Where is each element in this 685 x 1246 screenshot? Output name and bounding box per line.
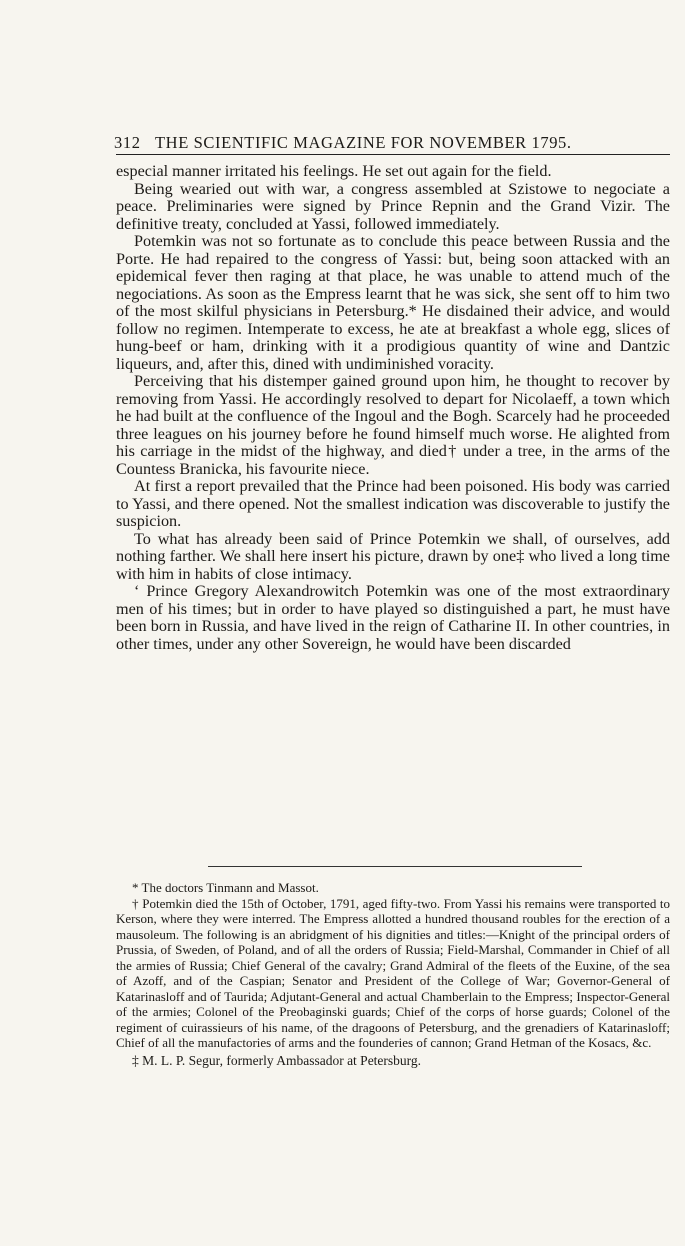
page-number: 312 [114, 133, 141, 152]
running-title: THE SCIENTIFIC MAGAZINE FOR NOVEMBER 1795. [155, 133, 572, 152]
footnote: ‡ M. L. P. Segur, formerly Ambassador at Petersburg. [132, 1052, 422, 1068]
footnote: † Potemkin died the 15th of October, 1791, aged fifty-two. From Yassi his remains were transported to Kerson, where they were interred. The Empress allotted a hundred thousand roubles for the erection of a mausoleum. The following is an abridgment of his dignities and titles:—Knight of the principal orders of Prussia, of Sweden, of Poland, and of all the orders of Russia; Field-Marshal, Commander in Chief of all the armies of Russia; Chief General of the cavalry; Grand Admiral of the fleets of the Euxine, of the sea of Azoff, and of the Caspian; Senator and President of the College of War; Governor-General of Katarinasloff and of Taurida; Adjutant-General and actual Chamberlain to the Empress; Inspector-General of the armies; Colonel of the Preobaginski guards; Chief of the corps of horse guards; Colonel of the regiment of cuirassieurs of his name, of the dragoons of Petersburg, and the grenadiers of Katarinasloff; Chief of all the manufactories of arms and the founderies of cannon; Grand Hetman of the Kosacs, &c. [116, 895, 670, 1050]
paragraph: Being wearied out with war, a congress assembled at Szistowe to negociate a peace. Preliminaries were signed by Prince Repnin and the Grand Vizir. The definitive treaty, concluded at Yassi, followed immediately. [116, 179, 670, 233]
footnote-rule [208, 866, 582, 867]
paragraph: Potemkin was not so fortunate as to conclude this peace between Russia and the Porte. He had repaired to the congress of Yassi: but, being soon attacked with an epidemical fever then raging at that place, he was unable to attend much of the negociations. As soon as the Empress learnt that he was sick, she sent off to him two of the most skilful physicians in Petersburg.* He disdained their advice, and would follow no regimen. Intemperate to excess, he ate at breakfast a whole egg, slices of hung-beef or ham, drinking with it a prodigious quantity of wine and Dantzic liqueurs, and, after this, dined with undiminished voracity. [116, 232, 670, 373]
paragraph: At first a report prevailed that the Prince had been poisoned. His body was carried to Yassi, and there opened. Not the smallest indication was discoverable to justify the suspicion. [116, 477, 670, 530]
running-head [114, 133, 670, 153]
paragraph: To what has already been said of Prince Potemkin we shall, of ourselves, add nothing farther. We shall here insert his picture, drawn by one‡ who lived a long time with him in habits of close intimacy. [116, 529, 670, 583]
header-rule [116, 154, 670, 155]
main-text [116, 163, 670, 653]
paragraph: especial manner irritated his feelings. He set out again for the field. [116, 162, 552, 180]
paragraph: ‘ Prince Gregory Alexandrowitch Potemkin was one of the most extraordinary men of his times; but in order to have played so distinguished a part, he must have been born in Russia, and have lived in the reign of Catharine II. In other countries, in other times, under any other Sovereign, he would have been discarded [116, 582, 670, 653]
footnote: * The doctors Tinmann and Massot. [132, 880, 319, 895]
footnotes [116, 880, 670, 1068]
paragraph: Perceiving that his distemper gained ground upon him, he thought to recover by removing from Yassi. He accordingly resolved to depart for Nicolaeff, a town which he had built at the confluence of the Ingoul and the Bogh. Scarcely had he proceeded three leagues on his journey before he found himself much worse. He alighted from his carriage in the midst of the highway, and died† under a tree, in the arms of the Countess Branicka, his favourite niece. [116, 372, 670, 478]
